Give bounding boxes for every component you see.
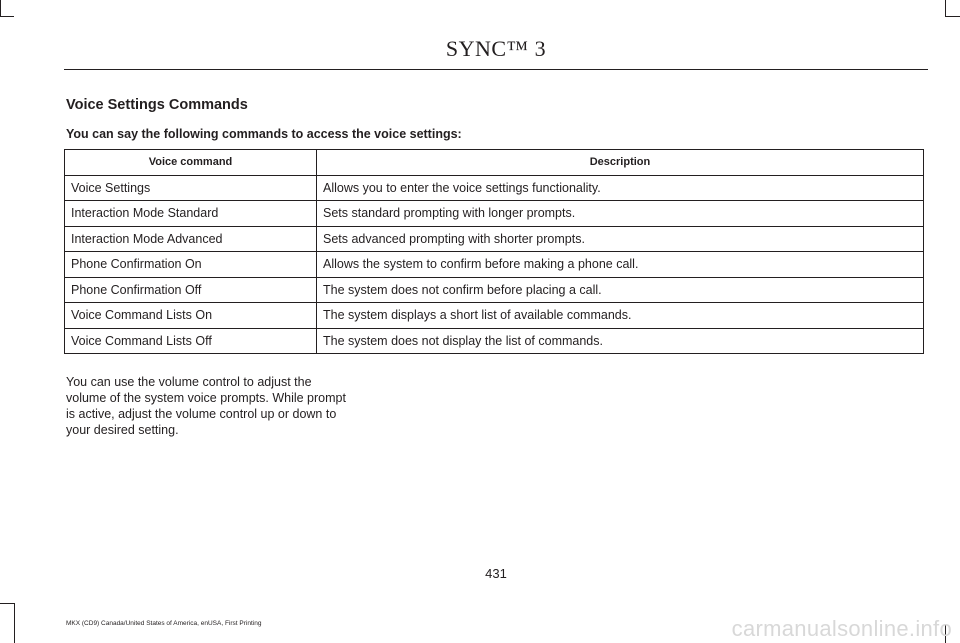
crop-mark-top-left xyxy=(0,0,1,17)
voice-command-cell: Voice Command Lists On xyxy=(65,303,317,329)
description-cell: The system does not display the list of commands. xyxy=(317,328,924,354)
description-cell: Allows you to enter the voice settings functionality. xyxy=(317,175,924,201)
voice-command-cell: Interaction Mode Standard xyxy=(65,201,317,227)
watermark-text: carmanualsonline.info xyxy=(731,616,952,641)
voice-command-cell: Voice Settings xyxy=(65,175,317,201)
voice-command-cell: Phone Confirmation On xyxy=(65,252,317,278)
table-row xyxy=(65,226,924,252)
page-number: 431 xyxy=(485,566,507,581)
table-row xyxy=(65,303,924,329)
table-row xyxy=(65,277,924,303)
description-cell: Allows the system to confirm before making a phone call. xyxy=(317,252,924,278)
description-cell: The system does not confirm before placing a call. xyxy=(317,277,924,303)
column-header-description: Description xyxy=(317,150,924,176)
footer-printing-info: MKX (CD9) Canada/United States of America, enUSA, First Printing xyxy=(66,620,262,627)
volume-paragraph: You can use the volume control to adjust the volume of the system voice prompts. While prompt is active, adjust the volume control up or down to your desired setting. xyxy=(66,375,346,437)
header-divider xyxy=(64,69,928,70)
crop-mark-bottom-left xyxy=(0,603,15,604)
voice-command-cell: Voice Command Lists Off xyxy=(65,328,317,354)
page-header-title: SYNC™ 3 xyxy=(445,36,547,61)
voice-command-cell: Phone Confirmation Off xyxy=(65,277,317,303)
description-cell: Sets advanced prompting with shorter prompts. xyxy=(317,226,924,252)
table-row xyxy=(65,252,924,278)
table-row xyxy=(65,328,924,354)
crop-mark-top-right xyxy=(945,0,946,17)
crop-mark-top-right xyxy=(945,16,960,17)
table-header-row xyxy=(65,150,924,176)
description-cell: The system displays a short list of available commands. xyxy=(317,303,924,329)
crop-mark-bottom-left xyxy=(14,603,15,643)
voice-commands-table xyxy=(64,149,924,354)
voice-command-cell: Interaction Mode Advanced xyxy=(65,226,317,252)
column-header-voice-command: Voice command xyxy=(65,150,317,176)
section-heading: Voice Settings Commands xyxy=(66,97,248,113)
table-row xyxy=(65,201,924,227)
table-row xyxy=(65,175,924,201)
intro-text: You can say the following commands to access the voice settings: xyxy=(66,127,462,141)
crop-mark-top-left xyxy=(0,16,14,17)
description-cell: Sets standard prompting with longer prompts. xyxy=(317,201,924,227)
